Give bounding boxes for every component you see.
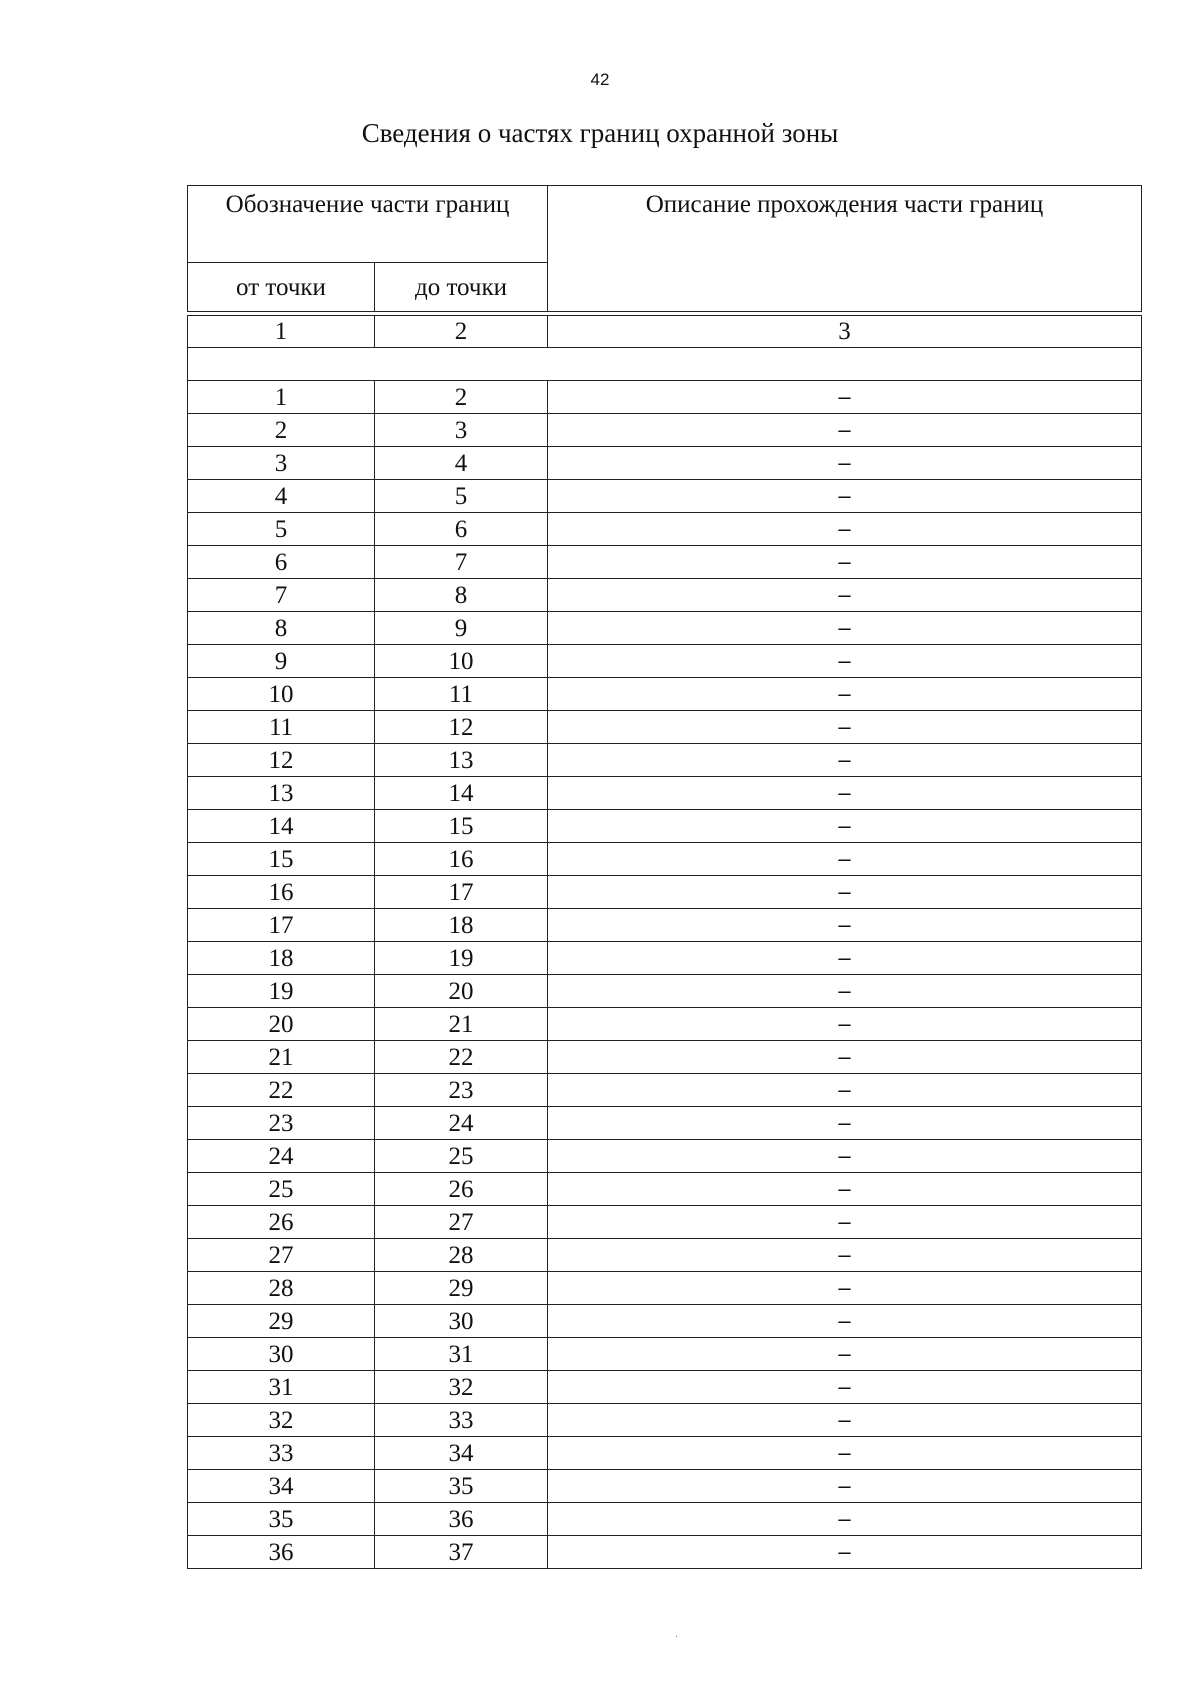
description-cell: – — [548, 1470, 1142, 1503]
description-cell: – — [548, 909, 1142, 942]
to-point-cell: 9 — [375, 612, 548, 645]
table-row — [188, 381, 1142, 414]
to-point-cell: 35 — [375, 1470, 548, 1503]
from-point-cell: 27 — [188, 1239, 375, 1272]
description-cell: – — [548, 447, 1142, 480]
description-cell: – — [548, 612, 1142, 645]
description-cell: – — [548, 810, 1142, 843]
from-point-cell: 12 — [188, 744, 375, 777]
to-point-cell: 21 — [375, 1008, 548, 1041]
description-cell: – — [548, 1206, 1142, 1239]
to-point-cell: 17 — [375, 876, 548, 909]
boundary-parts-table — [187, 185, 1142, 1569]
from-point-cell: 28 — [188, 1272, 375, 1305]
to-point-cell: 10 — [375, 645, 548, 678]
description-cell: – — [548, 678, 1142, 711]
description-cell: – — [548, 1074, 1142, 1107]
to-point-cell: 24 — [375, 1107, 548, 1140]
from-point-cell: 5 — [188, 513, 375, 546]
from-point-cell: 24 — [188, 1140, 375, 1173]
table-row — [188, 1503, 1142, 1536]
table-row — [188, 480, 1142, 513]
column-number-row — [188, 316, 1142, 348]
table-row — [188, 1107, 1142, 1140]
description-cell: – — [548, 843, 1142, 876]
from-point-cell: 11 — [188, 711, 375, 744]
from-point-cell: 13 — [188, 777, 375, 810]
to-point-cell: 5 — [375, 480, 548, 513]
from-point-cell: 6 — [188, 546, 375, 579]
description-cell: – — [548, 414, 1142, 447]
description-cell: – — [548, 1371, 1142, 1404]
description-cell: – — [548, 1305, 1142, 1338]
to-point-cell: 23 — [375, 1074, 548, 1107]
to-point-cell: 16 — [375, 843, 548, 876]
to-point-cell: 2 — [375, 381, 548, 414]
table-row — [188, 843, 1142, 876]
from-point-cell: 21 — [188, 1041, 375, 1074]
table-row — [188, 876, 1142, 909]
description-cell: – — [548, 1140, 1142, 1173]
table-row — [188, 744, 1142, 777]
from-point-cell: 2 — [188, 414, 375, 447]
to-point-cell: 25 — [375, 1140, 548, 1173]
description-cell: – — [548, 1503, 1142, 1536]
page-number: 42 — [590, 70, 610, 89]
from-point-cell: 1 — [188, 381, 375, 414]
to-point-cell: 36 — [375, 1503, 548, 1536]
table-row — [188, 1272, 1142, 1305]
table-row — [188, 612, 1142, 645]
description-cell: – — [548, 975, 1142, 1008]
description-cell: – — [548, 1272, 1142, 1305]
to-point-cell: 15 — [375, 810, 548, 843]
description-cell: – — [548, 1107, 1142, 1140]
to-point-cell: 31 — [375, 1338, 548, 1371]
description-cell: – — [548, 480, 1142, 513]
to-point-cell: 14 — [375, 777, 548, 810]
from-point-cell: 36 — [188, 1536, 375, 1569]
table-row — [188, 942, 1142, 975]
to-point-cell: 4 — [375, 447, 548, 480]
to-point-cell: 3 — [375, 414, 548, 447]
description-cell: – — [548, 942, 1142, 975]
table-row — [188, 447, 1142, 480]
table-row — [188, 579, 1142, 612]
table-row — [188, 1437, 1142, 1470]
from-point-cell: 18 — [188, 942, 375, 975]
from-point-cell: 9 — [188, 645, 375, 678]
description-cell: – — [548, 777, 1142, 810]
section-title — [188, 348, 1142, 381]
description-cell: – — [548, 744, 1142, 777]
to-point-cell: 30 — [375, 1305, 548, 1338]
from-point-cell: 29 — [188, 1305, 375, 1338]
to-point-cell: 12 — [375, 711, 548, 744]
to-point-cell: 33 — [375, 1404, 548, 1437]
to-point-cell: 29 — [375, 1272, 548, 1305]
description-cell: – — [548, 1437, 1142, 1470]
from-point-cell: 35 — [188, 1503, 375, 1536]
description-cell: – — [548, 1536, 1142, 1569]
table-row — [188, 678, 1142, 711]
to-point-cell: 34 — [375, 1437, 548, 1470]
description-cell: – — [548, 1239, 1142, 1272]
from-point-cell: 34 — [188, 1470, 375, 1503]
to-point-cell: 8 — [375, 579, 548, 612]
table-row — [188, 645, 1142, 678]
table-row — [188, 975, 1142, 1008]
to-point-cell: 19 — [375, 942, 548, 975]
to-point-cell: 6 — [375, 513, 548, 546]
to-point-cell: 18 — [375, 909, 548, 942]
from-point-cell: 23 — [188, 1107, 375, 1140]
table-row — [188, 1536, 1142, 1569]
description-cell: – — [548, 579, 1142, 612]
from-point-cell: 14 — [188, 810, 375, 843]
description-cell: – — [548, 1338, 1142, 1371]
table-row — [188, 1074, 1142, 1107]
table-row — [188, 1338, 1142, 1371]
section-row — [188, 348, 1142, 381]
column-number: 2 — [375, 316, 548, 348]
table-row — [188, 1305, 1142, 1338]
to-point-cell: 20 — [375, 975, 548, 1008]
to-point-cell: 28 — [375, 1239, 548, 1272]
description-cell: – — [548, 645, 1142, 678]
from-point-cell: 19 — [188, 975, 375, 1008]
table-row — [188, 810, 1142, 843]
description-cell: – — [548, 381, 1142, 414]
table-row — [188, 546, 1142, 579]
to-point-cell: 27 — [375, 1206, 548, 1239]
from-point-cell: 22 — [188, 1074, 375, 1107]
from-point-cell: 3 — [188, 447, 375, 480]
to-point-cell: 37 — [375, 1536, 548, 1569]
description-cell: – — [548, 876, 1142, 909]
table-row — [188, 1140, 1142, 1173]
from-point-cell: 31 — [188, 1371, 375, 1404]
description-cell: – — [548, 1008, 1142, 1041]
table-row — [188, 414, 1142, 447]
page-title: Сведения о частях границ охранной зоны — [361, 118, 839, 148]
table-row — [188, 1008, 1142, 1041]
table-row — [188, 513, 1142, 546]
to-point-cell: 32 — [375, 1371, 548, 1404]
from-point-cell: 7 — [188, 579, 375, 612]
table-row — [188, 711, 1142, 744]
from-point-cell: 30 — [188, 1338, 375, 1371]
from-point-cell: 10 — [188, 678, 375, 711]
column-number: 3 — [548, 316, 1142, 348]
description-header: Описание прохождения части границ — [548, 186, 1142, 312]
table-row — [188, 1470, 1142, 1503]
table-row — [188, 909, 1142, 942]
description-cell: – — [548, 1173, 1142, 1206]
from-point-cell: 15 — [188, 843, 375, 876]
from-point-cell: 33 — [188, 1437, 375, 1470]
description-cell: – — [548, 513, 1142, 546]
to-point-cell: 22 — [375, 1041, 548, 1074]
from-point-cell: 8 — [188, 612, 375, 645]
to-point-cell: 26 — [375, 1173, 548, 1206]
from-point-cell: 16 — [188, 876, 375, 909]
table-row — [188, 1404, 1142, 1437]
from-point-cell: 17 — [188, 909, 375, 942]
column-number: 1 — [188, 316, 375, 348]
table-row — [188, 1371, 1142, 1404]
description-cell: – — [548, 546, 1142, 579]
group-header: Обозначение части границ — [188, 186, 548, 263]
table-row — [188, 1041, 1142, 1074]
scan-speck: · — [675, 1632, 679, 1643]
header-row — [188, 186, 1142, 263]
to-point-header: до точки — [375, 263, 548, 312]
from-point-cell: 26 — [188, 1206, 375, 1239]
to-point-cell: 11 — [375, 678, 548, 711]
to-point-cell: 7 — [375, 546, 548, 579]
from-point-cell: 20 — [188, 1008, 375, 1041]
description-cell: – — [548, 711, 1142, 744]
table-row — [188, 1173, 1142, 1206]
from-point-cell: 25 — [188, 1173, 375, 1206]
table-row — [188, 777, 1142, 810]
table-row — [188, 1206, 1142, 1239]
from-point-cell: 32 — [188, 1404, 375, 1437]
description-cell: – — [548, 1404, 1142, 1437]
to-point-cell: 13 — [375, 744, 548, 777]
from-point-header: от точки — [188, 263, 375, 312]
table-row — [188, 1239, 1142, 1272]
from-point-cell: 4 — [188, 480, 375, 513]
description-cell: – — [548, 1041, 1142, 1074]
